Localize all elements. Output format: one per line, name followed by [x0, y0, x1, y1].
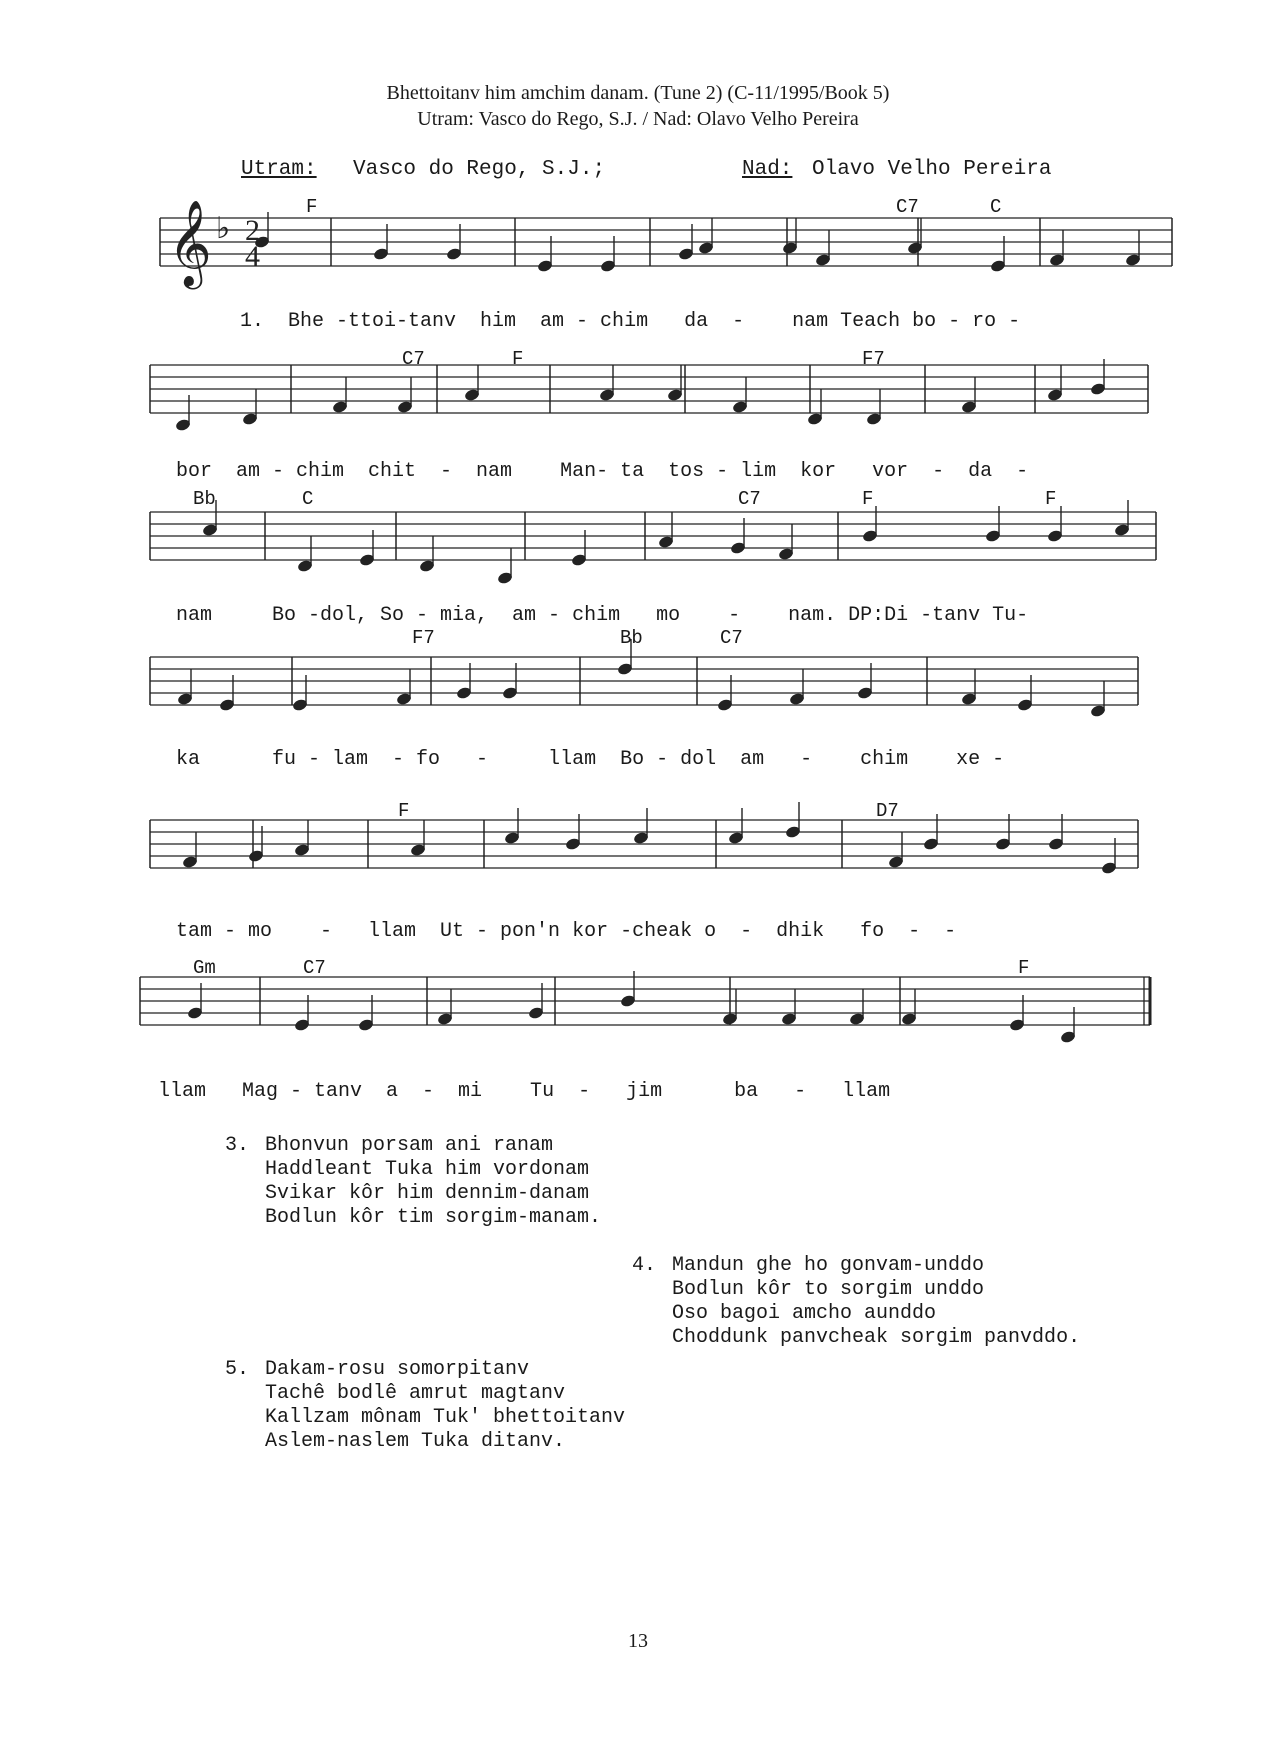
treble-clef-icon: 𝄞: [168, 200, 212, 286]
chord-symbol: C7: [896, 196, 919, 218]
composer-label: Nad:: [742, 158, 793, 181]
lyricist-label: Utram:: [241, 158, 317, 181]
staff-system: [150, 639, 1138, 718]
lyrics-line: tam - mo - llam Ut - pon'n kor -cheak o - dhik fo - -: [176, 920, 957, 943]
page-title: Bhettoitanv him amchim danam. (Tune 2) (C-11/1995/Book 5): [386, 82, 890, 104]
verse-line: Bodlun kôr tim sorgim-manam.: [265, 1206, 602, 1229]
chord-symbol: C7: [738, 488, 761, 510]
chord-symbol: F: [512, 348, 524, 370]
chord-symbol: C7: [720, 627, 743, 649]
chord-symbol: F7: [412, 627, 435, 649]
verse-line: Choddunk panvcheak sorgim panvddo.: [672, 1326, 1081, 1349]
chord-symbol: F: [1045, 488, 1057, 510]
page-subtitle: Utram: Vasco do Rego, S.J. / Nad: Olavo Velho Pereira: [417, 108, 859, 130]
verse-line: Oso bagoi amcho aunddo: [672, 1302, 937, 1325]
verse-3: [225, 1134, 602, 1230]
lyricist-name: Vasco do Rego, S.J.;: [353, 158, 606, 181]
verse-line: Haddleant Tuka him vordonam: [265, 1158, 590, 1181]
chord-symbol: F: [1018, 957, 1030, 979]
verse-line: Svikar kôr him dennim-danam: [265, 1182, 590, 1205]
verse-5: [225, 1358, 626, 1454]
composer-name: Olavo Velho Pereira: [812, 158, 1052, 181]
verse-line: Kallzam mônam Tuk' bhettoitanv: [265, 1406, 626, 1429]
verse-line: Bhonvun porsam ani ranam: [265, 1134, 554, 1157]
chord-symbol: C: [302, 488, 314, 510]
verse-line: Aslem-naslem Tuka ditanv.: [265, 1430, 566, 1453]
time-signature-top: 2: [245, 214, 260, 247]
verse-number: 5.: [225, 1358, 250, 1381]
page-number: 13: [628, 1630, 648, 1652]
verse-number: 3.: [225, 1134, 250, 1157]
chord-symbol: Bb: [193, 488, 216, 510]
verse-line: Tachê bodlê amrut magtanv: [265, 1382, 566, 1405]
chord-symbol: D7: [876, 800, 899, 822]
staff-system: [160, 212, 1172, 273]
lyrics-line: 1. Bhe -ttoi-tanv him am - chim da - nam Teach bo - ro -: [240, 310, 1021, 333]
lyrics-line: llam Mag - tanv a - mi Tu - jim ba - llam: [158, 1080, 891, 1103]
chord-symbol: F: [398, 800, 410, 822]
staff-system: [150, 359, 1148, 432]
staff-system: [140, 971, 1150, 1044]
lyrics-line: ka fu - lam - fo - llam Bo - dol am - chim xe -: [176, 748, 1005, 771]
staff-system: [150, 500, 1156, 585]
lyrics-line: bor am - chim chit - nam Man- ta tos - lim kor vor - da -: [176, 460, 1029, 483]
chord-symbol: F: [862, 488, 874, 510]
chord-symbol: F: [306, 196, 318, 218]
flat-icon: ♭: [216, 211, 231, 246]
chord-symbol: F7: [862, 348, 885, 370]
chord-symbol: Bb: [620, 627, 643, 649]
chord-symbol: C7: [303, 957, 326, 979]
time-signature-bottom: 4: [245, 240, 260, 273]
verse-4: [632, 1254, 1081, 1350]
staff-system: [150, 802, 1138, 875]
lyrics-line: nam Bo -dol, So - mia, am - chim mo - nam. DP:Di -tanv Tu-: [176, 604, 1029, 627]
chord-symbol: C7: [402, 348, 425, 370]
verse-line: Dakam-rosu somorpitanv: [265, 1358, 530, 1381]
verse-line: Mandun ghe ho gonvam-unddo: [672, 1254, 985, 1277]
chord-symbol: Gm: [193, 957, 216, 979]
verse-number: 4.: [632, 1254, 657, 1277]
chord-symbol: C: [990, 196, 1002, 218]
verse-line: Bodlun kôr to sorgim unddo: [672, 1278, 985, 1301]
